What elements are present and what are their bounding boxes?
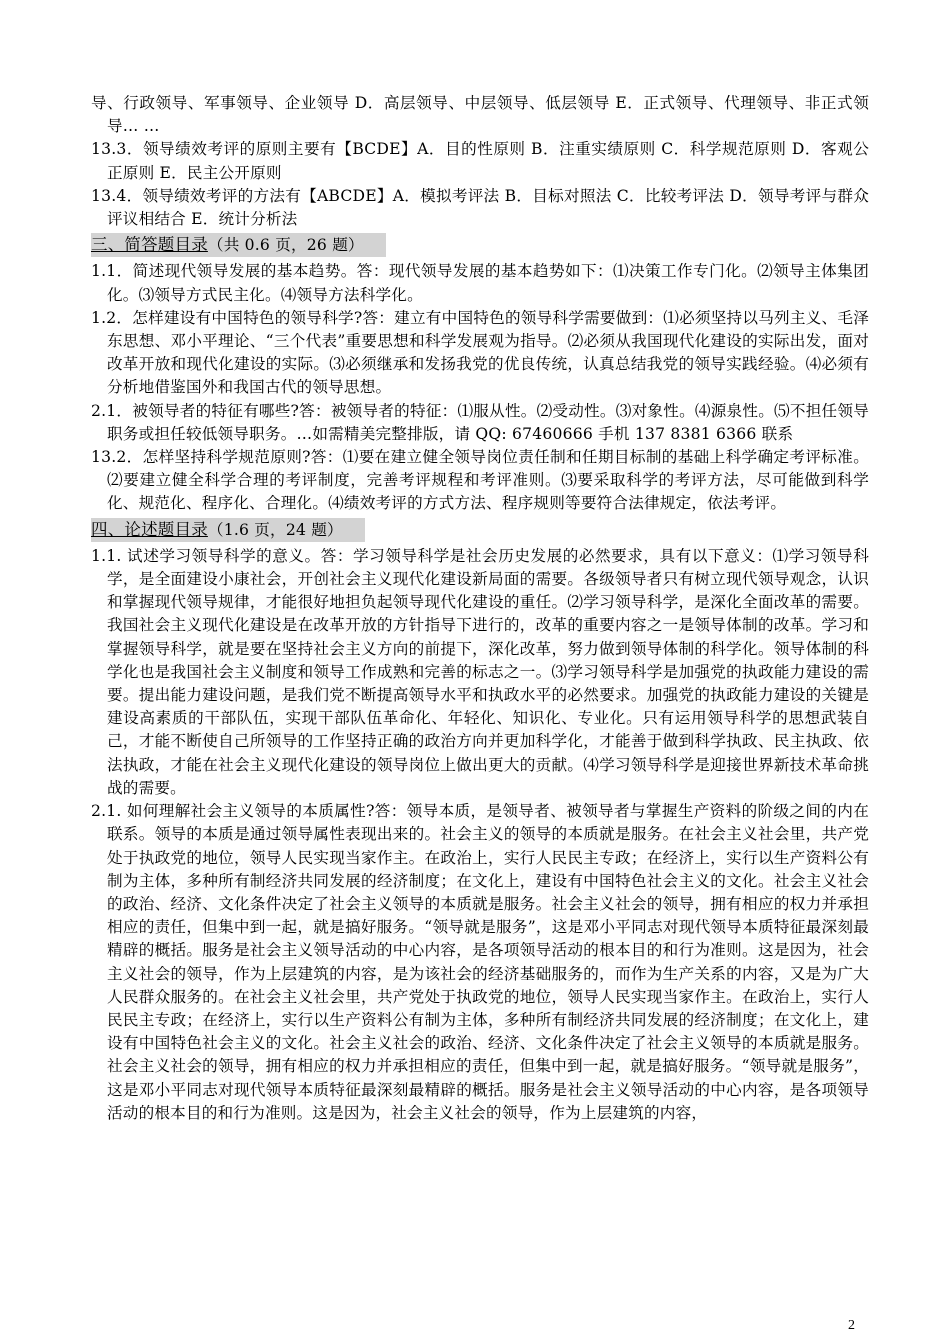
section-subtitle: （1.6 页，24 题） — [207, 520, 343, 539]
section-title: 三、简答题目录 — [91, 235, 208, 255]
section-heading-bar — [91, 518, 365, 542]
essay-2-1: 2.1. 如何理解社会主义领导的本质属性?答：领导本质，是领导者、被领导者与掌握生产资料的阶级之间的内在联系。领导的本质是通过领导属性表现出来的。社会主义的领导的本质就是服务。在社会主义社会里，共产党处于执政党的地位，领导人民实现当家作主。在政治上，实行人民民主专政；在经济上，实行以生产资料公有制为主体，多种所有制经济共同发展的经济制度；在文化上，建设有中国特色社会主义的文化。社会主义社会的政治、经济、文化条件决定了社会主义领导的本质就是服务。社会主义社会的领导，拥有相应的权力并承担相应的责任，但集中到一起，就是搞好服务。“领导就是服务”，这是邓小平同志对现代领导本质特征最深刻最精辟的概括。服务是社会主义领导活动的中心内容，是各项领导活动的根本目的和行为准则。这是因为，社会主义社会的领导，作为上层建筑的内容，是为该社会的经济基础服务的，而作为生产关系的内容，又是为广大人民群众服务的。在社会主义社会里，共产党处于执政党的地位，领导人民实现当家作主。在政治上，实行人民民主专政；在经济上，实行以生产资料公有制为主体，多种所有制经济共同发展的经济制度；在文化上，建设有中国特色社会主义的文化。社会主义社会的政治、经济、文化条件决定了社会主义领导的本质就是服务。社会主义社会的领导，拥有相应的权力并承担相应的责任，但集中到一起，就是搞好服务。“领导就是服务”，这是邓小平同志对现代领导本质特征最深刻最精辟的概括。服务是社会主义领导活动的中心内容，是各项领导活动的根本目的和行为准则。这是因为，社会主义社会的领导，作为上层建筑的内容， — [91, 802, 869, 1122]
essay-1-1: 1.1. 试述学习领导科学的意义。答：学习领导科学是社会历史发展的必然要求，具有以下意义：⑴学习领导科学，是全面建设小康社会，开创社会主义现代化建设新局面的需要。各级领导者只有树立现代领导观念，认识和掌握现代领导规律，才能很好地担负起领导现代化建设的重任。⑵学习领导科学，是深化全面改革的需要。我国社会主义现代化建设是在改革开放的方针指导下进行的，改革的重要内容之一是领导体制的改革。学习和掌握领导科学，就是要在坚持社会主义方向的前提下，深化改革，努力做到领导体制的科学化。领导体制的科学化也是我国社会主义制度和领导工作成熟和完善的标志之一。⑶学习领导科学是加强党的执政能力建设的需要。提出能力建设问题，是我们党不断提高领导水平和执政水平的必然要求。加强党的执政能力建设的关键是建设高素质的干部队伍，实现干部队伍革命化、年轻化、知识化、专业化。只有运用领导科学的思想武装自己，才能不断使自己所领导的工作坚持正确的政治方向并更加科学化，才能善于做到科学执政、民主执政、依法执政，才能在社会主义现代化建设的领导岗位上做出更大的贡献。⑷学习领导科学是迎接世界新技术革命挑战的需要。 — [91, 546, 869, 797]
document-page — [91, 92, 869, 1125]
short-answer-1-2: 1.2．怎样建设有中国特色的领导科学?答：建立有中国特色的领导科学需要做到：⑴必须坚持以马列主义、毛泽东思想、邓小平理论、“三个代表”重要思想和科学发展观为指导。⑵必须从我国现代化建设的实际出发，面对改革开放和现代化建设的实际。⑶必须继承和发扬我党的优良传统，认真总结我党的领导实践经验。⑷必须有分析地借鉴国外和我国古代的领导思想。 — [91, 308, 869, 397]
section-heading-bar — [91, 233, 386, 257]
short-answer-13-2: 13.2．怎样坚持科学规范原则?答：⑴要在建立健全领导岗位责任制和任期目标制的基础上科学确定考评标准。⑵要建立健全科学合理的考评制度，完善考评规程和考评准则。⑶要采取科学的考评方法，尽可能做到科学化、规范化、程序化、合理化。⑷绩效考评的方式方法、程序规则等要符合法律规定，依法考评。 — [91, 448, 869, 513]
short-answer-2-1: 2.1．被领导者的特征有哪些?答：被领导者的特征：⑴服从性。⑵受动性。⑶对象性。⑷源泉性。⑸不担任领导职务或担任较低领导职务。…如需精美完整排版，请 QQ: 67460666 手机 137 8381 6366 联系 — [91, 401, 869, 443]
section-title: 四、论述题目录 — [91, 519, 208, 539]
choice-item-13-3: 13.3．领导绩效考评的原则主要有【BCDE】A．目的性原则 B．注重实绩原则 C．科学规范原则 D．客观公正原则 E．民主公开原则 — [91, 140, 869, 182]
choice-item-13-4: 13.4．领导绩效考评的方法有【ABCDE】A．模拟考评法 B．目标对照法 C．比较考评法 D．领导考评与群众评议相结合 E．统计分析法 — [91, 186, 869, 229]
section-heading-essay — [91, 518, 869, 542]
page-number: 2 — [848, 1318, 855, 1333]
section-heading-short-answer — [91, 233, 869, 257]
short-answer-1-1: 1.1．简述现代领导发展的基本趋势。答：现代领导发展的基本趋势如下：⑴决策工作专门化。⑵领导主体集团化。⑶领导方式民主化。⑷领导方法科学化。 — [91, 262, 869, 304]
choice-item-tail: 导、行政领导、军事领导、企业领导 D．高层领导、中层领导、低层领导 E．正式领导、代理领导、非正式领导… … — [91, 94, 869, 136]
section-subtitle: （共 0.6 页，26 题） — [207, 236, 364, 255]
